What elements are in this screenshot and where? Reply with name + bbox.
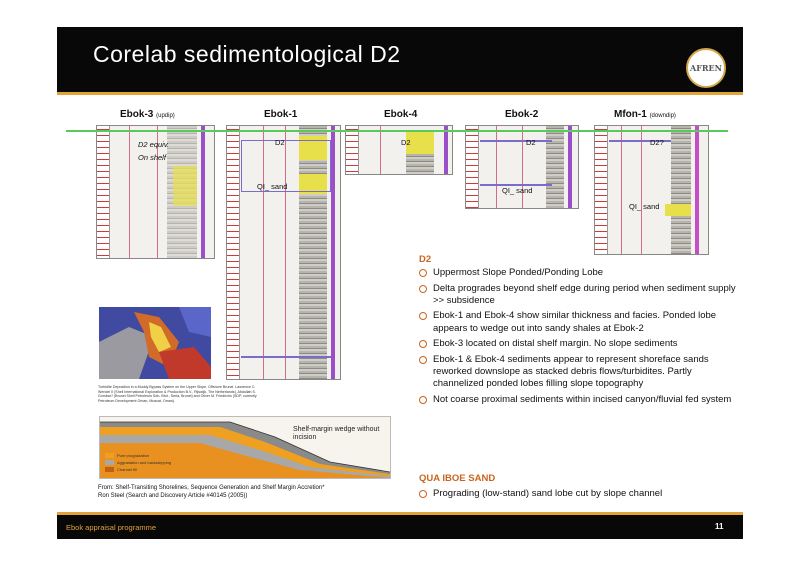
page-number: 11 [715, 522, 724, 531]
shelf-margin-diagram [99, 416, 391, 479]
d2-bullet-list [419, 267, 739, 410]
legend-item: Channel fill [105, 467, 137, 472]
list-item: Not coarse proximal sediments within incised canyon/fluvial fed system [419, 394, 739, 406]
well-title-ebok2: Ebok-2 [505, 109, 539, 120]
legend-item: Pure progradation [105, 453, 149, 458]
label-mfon1-d2: D2? [650, 138, 664, 147]
footer-text: Ebok appraisal programme [66, 523, 157, 532]
footer-bar [57, 515, 743, 539]
label-mfon1-qi: QI_ sand [629, 202, 660, 211]
d2-heading: D2 [419, 254, 432, 265]
log-ebok3 [96, 125, 215, 259]
well-title-ebok3: Ebok-3 (updip) [120, 109, 175, 120]
well-title-ebok4: Ebok-4 [384, 109, 418, 120]
slide [57, 27, 743, 539]
diagram-label: Shelf-margin wedge without incision [293, 426, 380, 442]
qua-iboe-heading: QUA IBOE SAND [419, 473, 496, 484]
figure-caption: Turbidite Deposition in a Muddy Bypass System on the Upper Slope, Offshore Brunei. Lawrence C. Wendel II (Shell International Exploration & Production B.V., Rijswijk, The Netherlands), Abdullah S. Gumbar? (Brunei Shell Petroleum Sdn. Bhd., Seria, Brunei) and Oliver M. Friedrichs (SDP, currently Petroleum Development Oman, Muscat, Oman). [98, 385, 257, 403]
legend-item: Aggradation and backstepping [105, 460, 171, 465]
well-title-mfon1: Mfon-1 (downdip) [614, 109, 676, 120]
seismic-map-image [99, 307, 211, 379]
title-underline [57, 92, 743, 95]
label-ebok2-qi: QI_ sand [502, 186, 533, 195]
log-ebok1 [226, 125, 341, 380]
label-ebok1-qi: QI_ sand [257, 182, 288, 191]
list-item: Ebok-1 & Ebok-4 sediments appear to represent shoreface sands reworked downslope as stacked debris flows/turbidites. Partly channelized ponded lobes filling slope topography [419, 354, 739, 390]
list-item: Prograding (low-stand) sand lobe cut by slope channel [419, 488, 739, 500]
label-ebok4-d2: D2 [401, 138, 411, 147]
qua-bullet-list [419, 488, 739, 504]
log-ebok4 [345, 125, 453, 175]
list-item: Ebok-3 located on distal shelf margin. No slope sediments [419, 338, 739, 350]
label-ebok2-d2: D2 [526, 138, 536, 147]
label-ebok3-d2: D2 equiv. [138, 140, 170, 149]
figure-source: From: Shelf-Transiting Shorelines, Sequence Generation and Shelf Margin Accretion* Ron Steel (Search and Discovery Article #40145 (2005)) [98, 485, 325, 499]
well-title-ebok1: Ebok-1 [264, 109, 298, 120]
title-bar [57, 27, 743, 92]
list-item: Ebok-1 and Ebok-4 show similar thickness and facies. Ponded lobe appears to wedge out into sandy shales at Ebok-2 [419, 310, 739, 334]
label-ebok3-shelf: On shelf [138, 153, 166, 162]
list-item: Delta progrades beyond shelf edge during period when sediment supply >> subsidence [419, 283, 739, 307]
afren-logo: AFREN [686, 48, 726, 88]
slide-title: Corelab sedimentological D2 [93, 41, 401, 67]
log-ebok2 [465, 125, 579, 209]
d2-correlation-line [66, 130, 728, 132]
list-item: Uppermost Slope Ponded/Ponding Lobe [419, 267, 739, 279]
log-mfon1 [594, 125, 709, 255]
label-ebok1-d2: D2 [275, 138, 285, 147]
